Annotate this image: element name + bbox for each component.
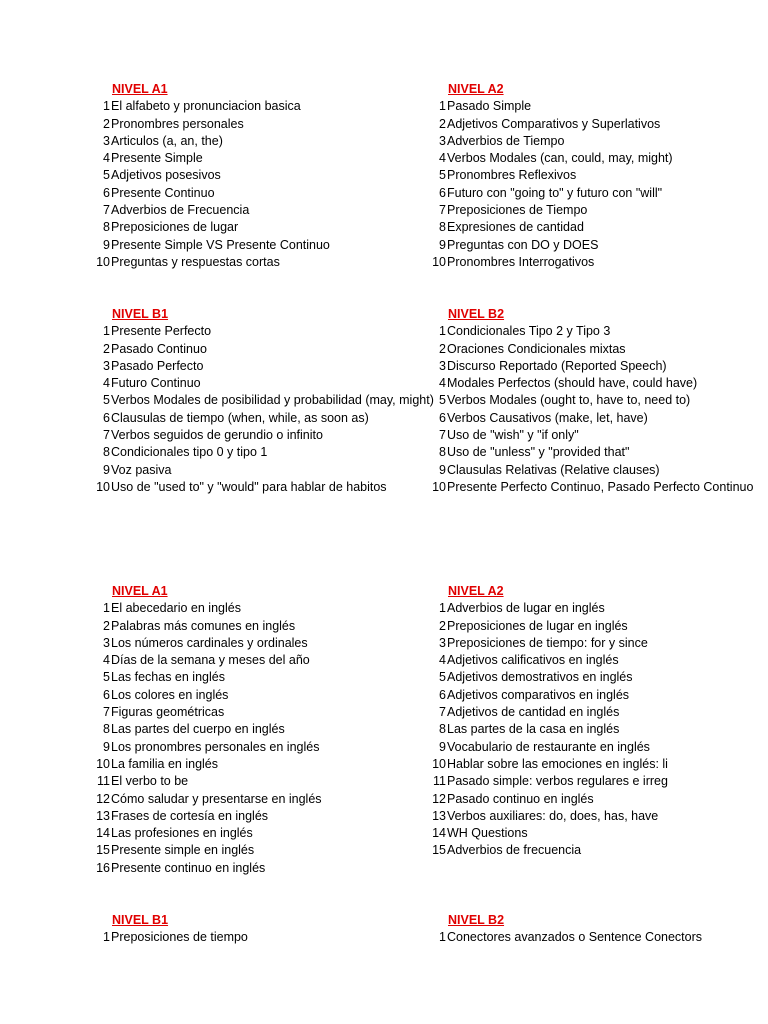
topic-number: 7	[103, 203, 110, 218]
topic-text: Pasado continuo en inglés	[447, 791, 594, 806]
topic-row	[96, 462, 405, 479]
topic-text: El verbo to be	[111, 774, 189, 789]
topic-row	[96, 98, 405, 115]
topic-row	[96, 375, 405, 392]
topic-number: 5	[103, 393, 110, 408]
topic-text: Articulos (a, an, the)	[111, 133, 223, 148]
topic-number: 9	[439, 237, 446, 252]
topic-row	[96, 202, 405, 219]
topic-text: Adjetivos de cantidad en inglés	[447, 705, 620, 720]
level-header-row	[432, 306, 674, 323]
topic-text: Expresiones de cantidad	[447, 220, 584, 235]
topic-text: Verbos Modales de posibilidad y probabilidad (may, might)	[111, 393, 434, 408]
level-header: NIVEL B1	[112, 307, 169, 321]
topic-row	[432, 219, 674, 236]
topic-number: 1	[103, 930, 110, 945]
level-section	[96, 583, 405, 877]
topic-number: 8	[439, 445, 446, 460]
topic-text: Pasado Simple	[447, 99, 532, 114]
topic-row	[96, 116, 405, 133]
topic-number: 10	[432, 479, 446, 494]
topic-number: 9	[103, 462, 110, 477]
topic-number: 7	[103, 428, 110, 443]
topic-number: 6	[103, 410, 110, 425]
topic-row	[96, 669, 405, 686]
topic-number: 6	[439, 687, 446, 702]
topic-row	[96, 133, 405, 150]
topic-text: Verbos auxiliares: do, does, has, have	[447, 808, 659, 823]
topic-text: Pronombres Interrogativos	[447, 254, 595, 269]
topic-number: 10	[432, 254, 446, 269]
topic-number: 8	[103, 220, 110, 235]
topic-text: Adverbios de lugar en inglés	[447, 601, 605, 616]
topic-row	[96, 150, 405, 167]
topic-row	[432, 375, 698, 392]
topic-number: 6	[439, 410, 446, 425]
topic-text: Discurso Reportado (Reported Speech)	[447, 358, 667, 373]
topic-number: 8	[103, 445, 110, 460]
topic-number: 2	[439, 116, 446, 131]
topic-row	[432, 618, 674, 635]
topic-text: Uso de "wish" y "if only"	[447, 428, 579, 443]
topic-text: Adjetivos demostrativos en inglés	[447, 670, 633, 685]
topic-text: Modales Perfectos (should have, could have)	[447, 376, 698, 391]
topic-number: 15	[432, 843, 446, 858]
topic-number: 4	[439, 151, 446, 166]
topic-row	[432, 98, 674, 115]
topic-text: Verbos Causativos (make, let, have)	[447, 410, 648, 425]
topic-text: Conectores avanzados o Sentence Conectors	[447, 930, 703, 945]
topic-row	[96, 687, 405, 704]
topic-number: 9	[439, 462, 446, 477]
topic-text: Adjetivos calificativos en inglés	[447, 653, 619, 668]
topic-row	[432, 721, 674, 738]
topic-row	[432, 462, 674, 479]
topic-text: Frases de cortesía en inglés	[111, 808, 269, 823]
topic-row	[432, 185, 674, 202]
topic-number: 3	[103, 358, 110, 373]
topic-number: 3	[103, 133, 110, 148]
topic-row	[96, 237, 405, 254]
topic-row	[96, 167, 405, 184]
topic-number: 8	[103, 722, 110, 737]
level-section	[96, 912, 405, 947]
topic-number: 6	[439, 185, 446, 200]
topic-number: 1	[439, 324, 446, 339]
topic-text: Pronombres personales	[111, 116, 244, 131]
topic-row	[96, 341, 405, 358]
topic-number: 1	[103, 601, 110, 616]
topic-text: Pasado simple: verbos regulares e irreg	[447, 774, 668, 789]
topic-number: 9	[103, 237, 110, 252]
topic-text: Los colores en inglés	[111, 687, 229, 702]
topic-text: Preguntas con DO y DOES	[447, 237, 599, 252]
topic-number: 5	[103, 670, 110, 685]
topic-row	[432, 427, 674, 444]
topic-text: Adverbios de Frecuencia	[111, 203, 250, 218]
topic-row	[96, 618, 405, 635]
topic-number: 10	[96, 254, 110, 269]
topic-row	[432, 739, 674, 756]
topic-number: 3	[103, 635, 110, 650]
topic-row	[96, 635, 405, 652]
topic-row	[96, 704, 405, 721]
topic-text: Presente Simple VS Presente Continuo	[111, 237, 330, 252]
level-section	[432, 583, 674, 860]
topic-row	[432, 929, 703, 946]
level-header: NIVEL A1	[112, 82, 168, 96]
topic-row	[432, 202, 674, 219]
level-section	[96, 81, 405, 271]
topic-row	[432, 358, 674, 375]
topic-text: Preguntas y respuestas cortas	[111, 254, 280, 269]
topic-row	[96, 739, 405, 756]
topic-number: 5	[439, 393, 446, 408]
topic-number: 12	[96, 791, 110, 806]
level-header: NIVEL A2	[448, 82, 504, 96]
topic-number: 15	[96, 843, 110, 858]
topic-row	[432, 652, 674, 669]
topic-text: Vocabulario de restaurante en inglés	[447, 739, 650, 754]
topic-text: Preposiciones de lugar en inglés	[447, 618, 628, 633]
topic-row	[96, 808, 405, 825]
topic-text: Presente Continuo	[111, 185, 215, 200]
topic-row	[96, 600, 405, 617]
topic-row	[96, 219, 405, 236]
topic-number: 1	[439, 930, 446, 945]
level-header: NIVEL B1	[112, 913, 169, 927]
topic-row	[96, 185, 405, 202]
topic-text: El abecedario en inglés	[111, 601, 241, 616]
topic-text: Voz pasiva	[111, 462, 172, 477]
topic-text: Presente Simple	[111, 151, 203, 166]
level-header-row	[96, 583, 405, 600]
topic-text: Verbos Modales (ought to, have to, need to)	[447, 393, 691, 408]
topic-row	[432, 635, 674, 652]
topic-number: 13	[432, 808, 446, 823]
level-header-row	[432, 583, 674, 600]
topic-row	[432, 669, 674, 686]
topic-row	[432, 825, 674, 842]
topic-number: 10	[432, 756, 446, 771]
topic-number: 2	[103, 116, 110, 131]
topic-text: Clausulas Relativas (Relative clauses)	[447, 462, 660, 477]
topic-row	[432, 808, 674, 825]
topic-row	[96, 323, 405, 340]
topic-text: Los pronombres personales en inglés	[111, 739, 320, 754]
topic-text: Uso de "unless" y "provided that"	[447, 445, 630, 460]
topic-row	[432, 687, 674, 704]
topic-number: 4	[103, 151, 110, 166]
topic-text: Preposiciones de tiempo: for y since	[447, 635, 648, 650]
level-header-row	[432, 912, 674, 929]
topic-row	[96, 773, 405, 790]
topic-row	[432, 341, 674, 358]
level-header-row	[96, 306, 405, 323]
topic-text: Presente continuo en inglés	[111, 860, 266, 875]
topic-number: 10	[96, 756, 110, 771]
topic-text: Días de la semana y meses del año	[111, 653, 310, 668]
topic-row	[96, 929, 405, 946]
topic-number: 13	[96, 808, 110, 823]
topic-text: Adjetivos comparativos en inglés	[447, 687, 630, 702]
topic-text: Cómo saludar y presentarse en inglés	[111, 791, 322, 806]
topic-row	[96, 652, 405, 669]
level-header: NIVEL B2	[448, 307, 505, 321]
topic-number: 8	[439, 722, 446, 737]
topic-row	[432, 791, 674, 808]
level-section	[432, 306, 754, 496]
topic-number: 11	[433, 774, 446, 789]
topic-row	[96, 756, 405, 773]
topic-text: Preposiciones de lugar	[111, 220, 239, 235]
topic-number: 9	[439, 739, 446, 754]
topic-number: 7	[439, 428, 446, 443]
topic-text: Adverbios de frecuencia	[447, 843, 582, 858]
topic-number: 12	[432, 791, 446, 806]
topic-row	[432, 773, 674, 790]
topic-text: Pasado Perfecto	[111, 358, 204, 373]
topic-row	[432, 167, 674, 184]
topic-number: 1	[103, 99, 110, 114]
topic-text: Preposiciones de tiempo	[111, 930, 248, 945]
topic-text: Las partes de la casa en inglés	[447, 722, 620, 737]
topic-row	[432, 410, 674, 427]
topic-number: 7	[103, 705, 110, 720]
topic-row	[432, 254, 674, 271]
topic-row	[96, 721, 405, 738]
topic-row	[432, 116, 674, 133]
topic-row	[96, 427, 405, 444]
topic-number: 8	[439, 220, 446, 235]
topic-number: 9	[103, 739, 110, 754]
topic-row	[432, 133, 674, 150]
topic-row	[432, 842, 674, 859]
topic-text: Adverbios de Tiempo	[447, 133, 565, 148]
topic-text: Hablar sobre las emociones en inglés: li	[447, 756, 668, 771]
topic-text: Pronombres Reflexivos	[447, 168, 577, 183]
topic-text: Verbos Modales (can, could, may, might)	[447, 151, 673, 166]
topic-row	[96, 410, 405, 427]
topic-number: 2	[103, 341, 110, 356]
topic-text: Palabras más comunes en inglés	[111, 618, 296, 633]
topic-number: 6	[103, 185, 110, 200]
topic-text: Oraciones Condicionales mixtas	[447, 341, 626, 356]
topic-row	[432, 479, 754, 496]
topic-number: 5	[103, 168, 110, 183]
level-section	[432, 912, 703, 947]
topic-number: 2	[439, 618, 446, 633]
topic-text: Clausulas de tiempo (when, while, as soon as)	[111, 410, 369, 425]
level-header: NIVEL A1	[112, 584, 168, 598]
topic-text: Condicionales tipo 0 y tipo 1	[111, 445, 268, 460]
topic-text: El alfabeto y pronunciacion basica	[111, 99, 301, 114]
topic-text: Presente Perfecto	[111, 324, 212, 339]
topic-text: Adjetivos Comparativos y Superlativos	[447, 116, 661, 131]
topic-number: 7	[439, 705, 446, 720]
topic-row	[96, 358, 405, 375]
topic-row	[432, 704, 674, 721]
topic-text: Adjetivos posesivos	[111, 168, 221, 183]
topic-row	[96, 825, 405, 842]
topic-row	[96, 860, 405, 877]
topic-number: 3	[439, 133, 446, 148]
topic-text: Los números cardinales y ordinales	[111, 635, 308, 650]
topic-text: Las partes del cuerpo en inglés	[111, 722, 285, 737]
topic-row	[432, 444, 674, 461]
topic-row	[432, 150, 674, 167]
topic-number: 6	[103, 687, 110, 702]
topic-row	[96, 842, 405, 859]
topic-number: 3	[439, 635, 446, 650]
topic-row	[432, 237, 674, 254]
level-header: NIVEL A2	[448, 584, 504, 598]
topic-number: 10	[96, 479, 110, 494]
topic-row	[432, 756, 674, 773]
topic-text: Condicionales Tipo 2 y Tipo 3	[447, 324, 611, 339]
topic-text: Verbos seguidos de gerundio o infinito	[111, 428, 323, 443]
topic-text: La familia en inglés	[111, 756, 219, 771]
topic-number: 7	[439, 203, 446, 218]
topic-number: 5	[439, 168, 446, 183]
topic-row	[432, 323, 674, 340]
level-header-row	[96, 81, 405, 98]
topic-row	[96, 392, 434, 409]
topic-row	[432, 392, 691, 409]
topic-number: 4	[103, 653, 110, 668]
topic-number: 5	[439, 670, 446, 685]
topic-number: 14	[96, 826, 110, 841]
level-section	[96, 306, 434, 496]
topic-row	[96, 444, 405, 461]
topic-text: Las fechas en inglés	[111, 670, 225, 685]
topic-number: 11	[97, 774, 110, 789]
topic-text: Presente Perfecto Continuo, Pasado Perfecto Continuo	[447, 479, 754, 494]
topic-number: 4	[439, 376, 446, 391]
topic-text: WH Questions	[447, 826, 528, 841]
level-header-row	[432, 81, 674, 98]
topic-row	[432, 600, 674, 617]
topic-number: 16	[96, 860, 110, 875]
topic-text: Preposiciones de Tiempo	[447, 203, 588, 218]
level-section	[432, 81, 674, 271]
topic-row	[96, 479, 405, 496]
topic-number: 14	[432, 826, 446, 841]
topic-number: 2	[103, 618, 110, 633]
topic-row	[96, 254, 405, 271]
topic-number: 4	[439, 653, 446, 668]
topic-number: 2	[439, 341, 446, 356]
level-header: NIVEL B2	[448, 913, 505, 927]
topic-text: Pasado Continuo	[111, 341, 207, 356]
topic-text: Futuro Continuo	[111, 376, 201, 391]
topic-number: 4	[103, 376, 110, 391]
topic-text: Figuras geométricas	[111, 705, 225, 720]
topic-number: 1	[439, 99, 446, 114]
topic-text: Las profesiones en inglés	[111, 826, 253, 841]
topic-number: 1	[103, 324, 110, 339]
level-header-row	[96, 912, 405, 929]
topic-text: Presente simple en inglés	[111, 843, 255, 858]
topic-number: 1	[439, 601, 446, 616]
topic-text: Futuro con "going to" y futuro con "will"	[447, 185, 663, 200]
topic-number: 3	[439, 358, 446, 373]
topic-text: Uso de "used to" y "would" para hablar de habitos	[111, 479, 387, 494]
topic-row	[96, 791, 405, 808]
